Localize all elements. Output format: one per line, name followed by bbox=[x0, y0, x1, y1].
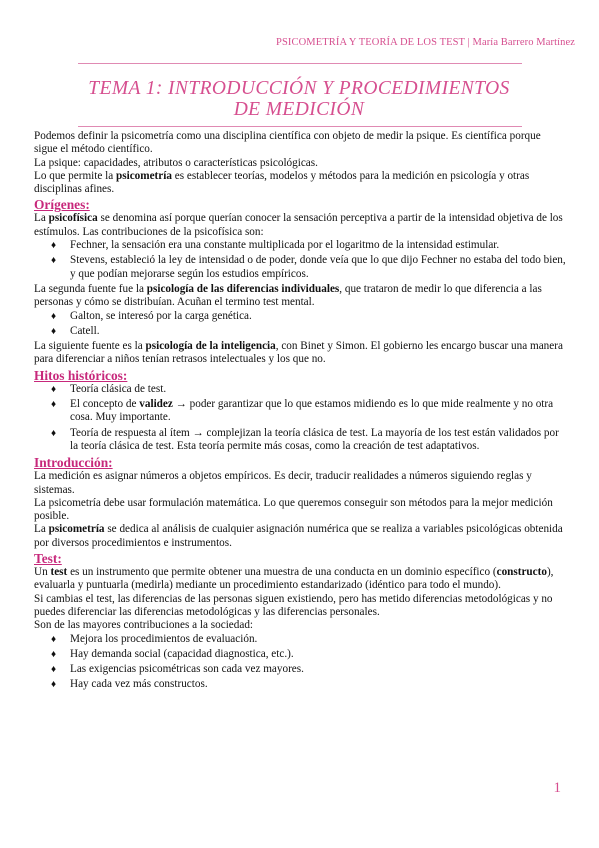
list-item bbox=[34, 398, 566, 425]
text-run: La bbox=[34, 212, 49, 225]
paragraph: Si cambias el test, las diferencias de las personas siguen existiendo, pero has metido diferencias metodológicas y no puedes diferenciar las diferencias metodológicas y las diferencias personales. bbox=[34, 592, 553, 618]
section-heading-test: Test: bbox=[34, 551, 62, 567]
paragraph bbox=[34, 340, 566, 367]
diamond-bullet-icon: ♦ bbox=[51, 240, 57, 252]
text-run: El concepto de bbox=[70, 398, 140, 411]
list-item-text: Catell. bbox=[70, 324, 100, 337]
text-run: es establecer teorías, modelos y métodos para la medición en psicología y otras disciplinas afines. bbox=[34, 169, 530, 196]
diamond-bullet-icon: ♦ bbox=[51, 633, 57, 645]
title-line-1: TEMA 1: INTRODUCCIÓN Y PROCEDIMIENTOS bbox=[88, 78, 510, 99]
diamond-bullet-icon: ♦ bbox=[51, 664, 57, 676]
list-item-text: Stevens, estableció la ley de intensidad o de poder, donde veía que lo que dijo Fechner no estaba del todo bien, y que podían mejorarse según los estudios empíricos. bbox=[70, 254, 566, 280]
list-item bbox=[34, 383, 566, 396]
text-run: La segunda fuente fue la bbox=[34, 282, 147, 295]
section-heading-origenes: Orígenes: bbox=[34, 197, 90, 213]
bold-term: test bbox=[50, 566, 68, 579]
paragraph bbox=[34, 170, 566, 197]
list-item-text: Mejora los procedimientos de evaluación. bbox=[70, 632, 258, 645]
text-run: Lo que permite la bbox=[34, 169, 117, 182]
list-item bbox=[34, 633, 566, 646]
bold-term: constructo bbox=[496, 566, 547, 579]
list-item bbox=[34, 663, 566, 676]
diamond-bullet-icon: ♦ bbox=[51, 310, 57, 322]
diamond-bullet-icon: ♦ bbox=[51, 325, 57, 337]
paragraph bbox=[34, 523, 566, 550]
list-item bbox=[34, 648, 566, 661]
title-divider bbox=[78, 126, 522, 127]
text-run: La siguiente fuente es la bbox=[34, 340, 146, 353]
list-item-text: Galton, se interesó por la carga genética. bbox=[70, 309, 252, 322]
bold-term: psicometría bbox=[48, 523, 105, 536]
paragraph: La psique: capacidades, atributos o características psicológicas. bbox=[34, 156, 318, 169]
text-run: , con Binet y Simon. El gobierno les encargo buscar una manera para diferenciar a niños tenían retrasos intelectuales y los que no. bbox=[34, 340, 563, 366]
text-run: se denomina así porque querían conocer la sensación perceptiva a partir de la intensidad objetiva de los estímulos. Las contribuciones de la psicofísica son: bbox=[34, 212, 563, 238]
diamond-bullet-icon: ♦ bbox=[51, 648, 57, 660]
list-item bbox=[34, 427, 566, 454]
paragraph bbox=[34, 283, 566, 310]
header-divider bbox=[78, 63, 522, 64]
list-item bbox=[34, 310, 566, 323]
text-run: La bbox=[34, 523, 49, 536]
list-item bbox=[34, 325, 566, 338]
list-item-text: Fechner, la sensación era una constante multiplicada por el logaritmo de la intensidad estimular. bbox=[70, 239, 500, 252]
text-run: → poder garantizar que lo que estamos midiendo es lo que mide realmente y no otra cosa. Muy importante. bbox=[70, 398, 554, 424]
paragraph: La psicometría debe usar formulación matemática. Lo que queremos conseguir son métodos para la mejor medición posible. bbox=[34, 496, 553, 523]
section-heading-introduccion: Introducción: bbox=[34, 455, 113, 471]
diamond-bullet-icon: ♦ bbox=[51, 383, 57, 395]
bold-term: validez bbox=[139, 398, 173, 411]
page-title bbox=[44, 78, 554, 120]
bold-term: psicometría bbox=[116, 169, 172, 182]
text-run: ), evaluarla y puntuarla (medirla) mediante un procedimiento estandarizado (idéntico para todo el mundo). bbox=[34, 566, 554, 592]
bullet-list bbox=[34, 310, 566, 339]
list-item-text: Teoría clásica de test. bbox=[70, 382, 167, 395]
diamond-bullet-icon: ♦ bbox=[51, 427, 57, 439]
paragraph: Son de las mayores contribuciones a la sociedad: bbox=[34, 619, 254, 632]
bullet-list bbox=[34, 239, 566, 281]
running-header: PSICOMETRÍA Y TEORÍA DE LOS TEST | María Barrero Martínez bbox=[276, 37, 575, 48]
diamond-bullet-icon: ♦ bbox=[51, 255, 57, 267]
diamond-bullet-icon: ♦ bbox=[51, 399, 57, 411]
title-line-2: DE MEDICIÓN bbox=[233, 99, 365, 120]
list-item-text: Hay cada vez más constructos. bbox=[70, 678, 208, 691]
text-run: es un instrumento que permite obtener una muestra de una conducta en un dominio específico ( bbox=[67, 566, 497, 579]
document-body bbox=[34, 130, 566, 694]
list-item bbox=[34, 678, 566, 691]
bold-term: psicología de las diferencias individuales bbox=[146, 282, 340, 295]
text-run: Un bbox=[34, 566, 51, 579]
paragraph bbox=[34, 566, 566, 593]
list-item-text: Las exigencias psicométricas son cada vez mayores. bbox=[70, 663, 304, 676]
list-item bbox=[34, 254, 566, 281]
list-item-text: Hay demanda social (capacidad diagnostica, etc.). bbox=[70, 647, 294, 660]
text-run: se dedica al análisis de cualquier asignación numérica que se realiza a variables psicológicas obtenida por diversos procedimientos e instrumentos. bbox=[34, 523, 563, 549]
text-run: , que trataron de medir lo que diferencia a las personas y cómo se distribuían. Acuñan el termino test mental. bbox=[34, 282, 542, 309]
list-item bbox=[34, 239, 566, 252]
page-number: 1 bbox=[553, 780, 561, 796]
paragraph bbox=[34, 212, 566, 239]
bullet-list bbox=[34, 633, 566, 692]
paragraph: Podemos definir la psicometría como una disciplina científica con objeto de medir la psique. Es científica porque sigue el método científico. bbox=[34, 130, 541, 156]
bullet-list bbox=[34, 383, 566, 453]
bold-term: psicofísica bbox=[48, 212, 98, 225]
list-item-text: Teoría de respuesta al ítem → complejizan la teoría clásica de test. La mayoría de los test están validados por la teoría clásica de test. Esta teoría permite más cosas, como la creación de test adaptativos. bbox=[70, 426, 559, 452]
bold-term: psicología de la inteligencia bbox=[145, 340, 276, 353]
diamond-bullet-icon: ♦ bbox=[51, 679, 57, 691]
section-heading-hitos: Hitos históricos: bbox=[34, 367, 128, 383]
paragraph: La medición es asignar números a objetos empíricos. Es decir, traducir realidades a números siguiendo reglas y sistemas. bbox=[34, 470, 532, 496]
